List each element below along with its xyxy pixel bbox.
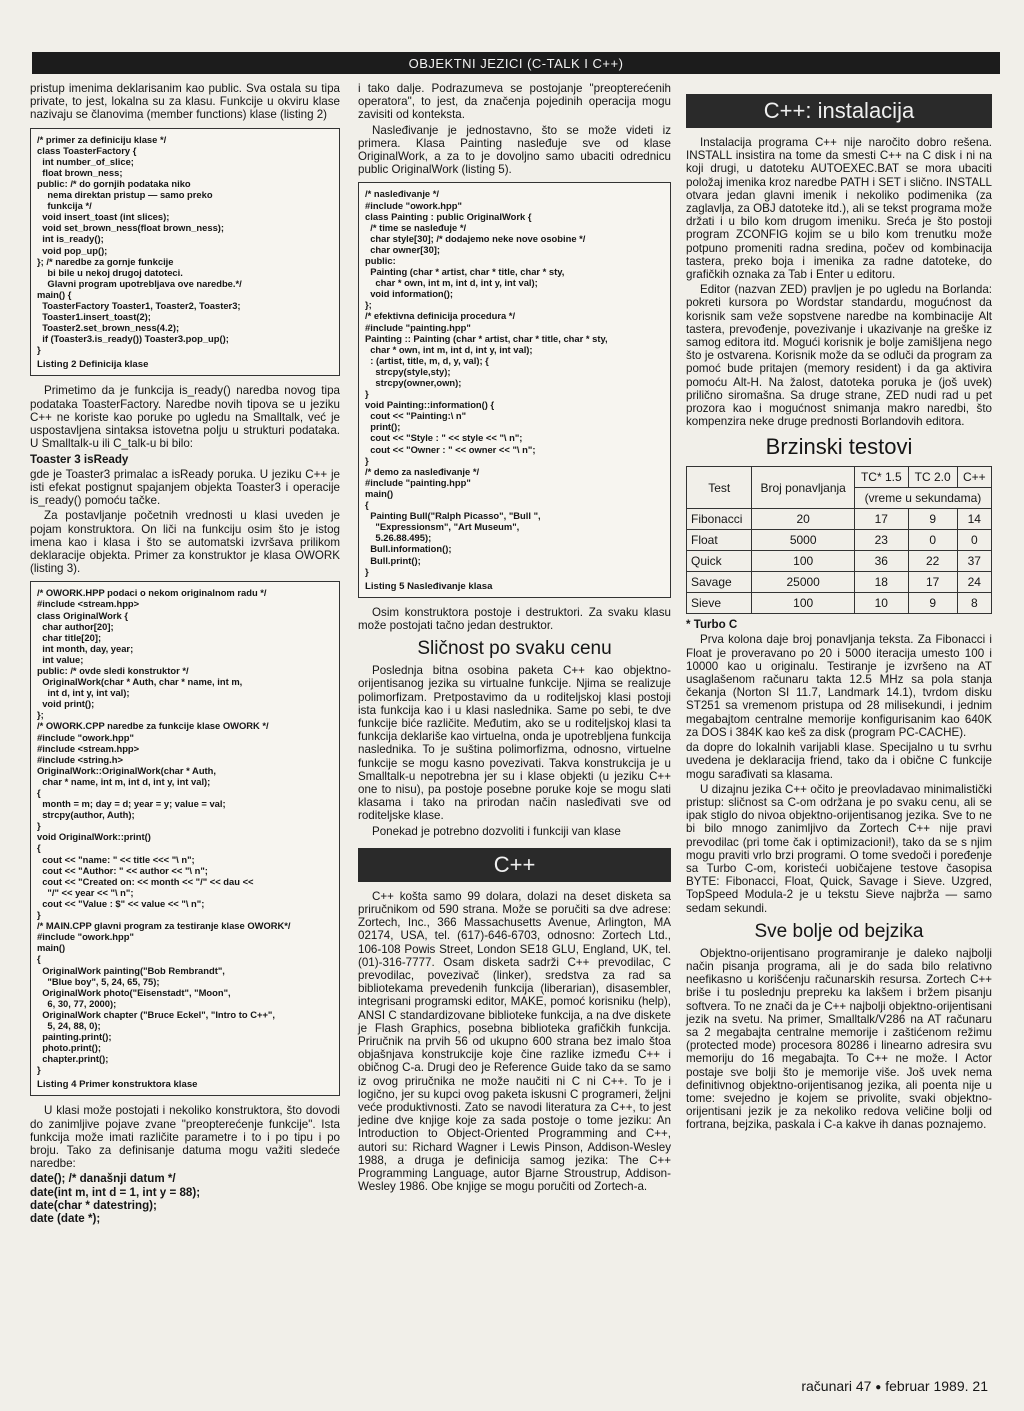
- table-header-row: [687, 467, 992, 488]
- listing-2-code: /* primer za definiciju klase */ class ToasterFactory { int number_of_slice; float brown_ness; public: /* do gornjih podataka niko nema direktan pristup — samo preko funkcija */ void insert_toast (int slices); void set_brown_ness(float brown_ness); int is_ready(); void pop_up(); }; /* naredbe za gornje funkcije bi bile u nekoj drugoj datoteci. Glavni program upotrebljava ove naredbe.*/ main() { ToasterFactory Toaster1, Toaster2, Toaster3; Toaster1.insert_toast(2); Toaster2.set_brown_ness(4.2); if (Toaster3.is_ready()) Toaster3.pop_up(); }: [37, 133, 242, 356]
- c3-paragraph-2: Editor (nazvan ZED) pravljen je po ugledu na Borlanda: pokreti kursora po Wordstar standardu, mogućnost da korisnik sam veže sopstvene naredbe na kombinacije Alt tastera, prevođenje, povezivanje i ukazivanje na greške iz samog editora itd. Mogući korisnik je bolje zamišljena nego što je ostvarena. Korisnik može da se odluči da program za pomoć bude pritajen (memory resident) i da ga aktivira pomoću Alt-H. Na žalost, datoteka poruka je (još uvek) prilično siromašna. Sa druge strane, ZED nudi rad u pet prozora kao i mogućnost snimanja makro naredbi, što kompenzira neke druge prednosti Borlandovih editora.: [686, 283, 992, 429]
- c1-paragraph-3: gde je Toaster3 primalac a isReady poruka. U jeziku C++ je isti efekat postignut spajanjem objekta Toaster3 i operacije is_ready() pomoću tačke.: [30, 467, 340, 508]
- table-footnote: * Turbo C: [686, 618, 738, 632]
- th-broj: Broj ponavljanja: [752, 467, 854, 509]
- cell-b: 22: [908, 551, 957, 572]
- c2-paragraph-4: Poslednja bitna osobina paketa C++ kao objektno-orijentisanog jezika su virtualne funkcije. Njima se realizuje polimorfizam. Pretpostavimo da u roditeljskoj klasi postoji ista funkcija kao i u klasi naslednika. Same po sebi, te dve funkcije biće različite. Međutim, ako se u roditeljskoj klasi ta funkcija deklariše kao virtuelna, onda je upotrebljena funkcija naslednika. To je suština polimorfizma, odnosno, virtuelne funkcije se mogu kasno povezivati. Takva konstrukcija je u Smalltalk-u nepotrebna jer su i klase objekti (u jeziku C++ one to nisu), pa postoje posebne poruke koje se mogu slati klasama i tako na prirodan način nasleđivati sve od roditeljske klase.: [358, 664, 671, 823]
- cell-name: Sieve: [687, 593, 752, 614]
- cell-c: 24: [957, 572, 991, 593]
- listing-4-code: /* OWORK.HPP podaci o nekom originalnom radu */ #include <stream.hpp> class OriginalWork { char author[20]; char title[20]; int month, day, year; int value; public: /* ovde sledi konstruktor */ OriginalWork(char * Auth, char * name, int m, int d, int y, int val); void print(); }; /* OWORK.CPP naredbe za funkcije klase OWORK */ #include "owork.hpp" #include <stream.hpp> #include <string.h> OriginalWork::OriginalWork(char * Auth, char * name, int m, int d, int y, int val); { month = m; day = d; year = y; value = val; strcpy(author, Auth); } void OriginalWork::print() { cout << "name: " << title <<< "\ n"; cout << "Author: " << author << "\ n"; cout << "Created on: << month << "/" << dau << "/" << year << "\ n"; cout << "Value : $" << value << "\ n"; } /* MAIN.CPP glavni program za testiranje klase OWORK*/ #include "owork.hpp" main() { OriginalWork painting("Bob Rembrandt", "Blue boy", 5, 24, 65, 75); OriginalWork photo("Eisenstadt", "Moon", 6, 30, 77, 2000); OriginalWork chapter ("Bruce Eckel", "Intro to C++", 5, 24, 88, 0); painting.print(); photo.print(); chapter.print(); }: [37, 587, 291, 1076]
- column-1: [30, 82, 340, 1225]
- c3-paragraph-1: Instalacija programa C++ nije naročito dobro rešena. INSTALL insistira na tome da smesti C++ na C disk i ni na koji drugi, u datoteku AUTOEXEC.BAT se mora ubaciti položaj imenika kroz naredbe PATH i SET i slično. INSTALL otvara jedan glavni imenik i nekoliko podimenika (za zaglavlja, za OBJ datoteke itd.), ali se tekst programa može držati i u bilo kom drugom imeniku. Sreća je što postoji program ZCONFIG kojim se u bilo kom trenutku može potpuno promeniti radna sredina, počev od kombinacija tastera, preko boja i imenika za radne datoteke, do grafičkih oznaka za Tab i Enter u editoru.: [686, 136, 992, 282]
- c1-paragraph-4: Za postavljanje početnih vrednosti u klasi uveden je pojam konstruktora. On liči na funkciju osim što je istog imena kao i klasa i što se automatski izvršava prilikom deklaracije objekta. Primer za konstruktor je klasa OWORK (listing 3).: [30, 509, 340, 576]
- listing-4: [30, 581, 340, 1096]
- cell-b: 9: [908, 593, 957, 614]
- cell-name: Quick: [687, 551, 752, 572]
- cell-n: 25000: [752, 572, 854, 593]
- column-2: [358, 82, 671, 1195]
- footer-page-number: 21: [972, 1378, 988, 1394]
- c2-section-title: Sličnost po svaku cenu: [417, 638, 612, 660]
- c1-paragraph-1: pristup imenima deklarisanim kao public. Sva ostala su tipa private, to jest, lokalna su za klasu. Funkcije u okviru klase nazivaju se članovima (member functions) klase (listing 2): [30, 82, 340, 122]
- cell-n: 100: [752, 551, 854, 572]
- c3-section-title: Sve bolje od bejzika: [754, 920, 924, 942]
- cell-c: 0: [957, 530, 991, 551]
- cell-a: 10: [854, 593, 908, 614]
- cell-c: 37: [957, 551, 991, 572]
- c2-paragraph-1: i tako dalje. Podrazumeva se postojanje "preopterećenih operatora", to jest, da značenja pojedinih operacija mogu zavisiti od konteksta.: [358, 82, 671, 122]
- cell-name: Float: [687, 530, 752, 551]
- th-test: Test: [687, 467, 752, 509]
- th-tc15: TC* 1.5: [854, 467, 908, 488]
- cell-c: 14: [957, 509, 991, 530]
- table-row: [687, 509, 992, 530]
- cell-n: 20: [752, 509, 854, 530]
- section-header-bar: [32, 52, 1000, 74]
- c1-date-code: date(); /* današnji datum */ date(int m, int d = 1, int y = 88); date(char * datestring); date (date *);: [30, 1172, 201, 1226]
- column-3: [686, 82, 992, 1134]
- cell-c: 8: [957, 593, 991, 614]
- c2-paragraph-2: Nasleđivanje je jednostavno, što se može videti iz primera. Klasa Painting nasleđuje sve od klase OriginalWork, a za to je dovoljno samo ubaciti odrednicu public OriginalWork (listing 5).: [358, 123, 671, 177]
- cell-a: 18: [854, 572, 908, 593]
- bullet-icon: ●: [875, 1381, 882, 1393]
- cell-name: Fibonacci: [687, 509, 752, 530]
- cell-name: Savage: [687, 572, 752, 593]
- c3-paragraph-4: da dopre do lokalnih varijabli klase. Specijalno u tu svrhu uvedena je deklaracija friend, tako da i obične C funkcije mogu sarađivati sa klasama.: [686, 741, 992, 781]
- table-row: [687, 572, 992, 593]
- c2-box-title: C++: [358, 848, 671, 882]
- page-footer: [801, 1378, 988, 1394]
- listing-2: [30, 128, 340, 377]
- listing-5-code: /* nasleđivanje */ #include "owork.hpp" class Painting : public OriginalWork { /* time se nasleđuje */ char style[30]; /* dodajemo neke nove osobine */ char owner[30]; public: Painting (char * artist, char * title, char * sty, char * own, int m, int d, int y, int val); void information(); }; /* efektivna definicija procedura */ #include "painting.hpp" Painting :: Painting (char * artist, char * title, char * sty, char * own, int m, int d, int y, int val); : (artist, title, m, d, y, val); { strcpy(style,sty); strcpy(owner,own); } void Painting::information() { cout << "Painting:\ n" print(); cout << "Style : " << style << "\ n"; cout << "Owner : " << owner << "\ n"; } /* demo za nasleđivanje */ #include "painting.hpp" main() { Painting Bull("Ralph Picasso", "Bull ", "Expressionsm", "Art Museum", 5.26.88.495); Bull.information(); Bull.print(); }: [365, 188, 608, 577]
- listing-2-caption: Listing 2 Definicija klase: [37, 359, 149, 371]
- cell-n: 5000: [752, 530, 854, 551]
- th-unit: (vreme u sekundama): [854, 488, 991, 509]
- cell-a: 17: [854, 509, 908, 530]
- c1-paragraph-5: U klasi može postojati i nekoliko konstruktora, što dovodi do zanimljive pojave zvane "preopterećenje funkcije". Ista funkcija može imati različite parametre i to i po tipu i po broju. Tako za definisanje datuma mogu važiti sledeće naredbe:: [30, 1104, 340, 1171]
- cell-b: 9: [908, 509, 957, 530]
- cell-n: 100: [752, 593, 854, 614]
- c3-box-title: C++: instalacija: [686, 94, 992, 128]
- listing-5: [358, 182, 671, 597]
- c2-paragraph-5: Ponekad je potrebno dozvoliti i funkciji van klase: [372, 824, 621, 838]
- footer-magazine: računari 47: [801, 1378, 872, 1394]
- c3-paragraph-5: U dizajnu jezika C++ očito je preovladavao minimalistički pristup: sličnost sa C-om održana je po svaku cenu, ali se ipak stiglo do nivoa objektno-orijentisanog jezika. Sve to ne bi bilo mnogo zanimljivo da Zortech C++ nije pravi prevodilac (pri tome čak i optimizacioni!), tako da se s njim mogu praviti vrlo brzi programi. O tome svedoči i poređenje sa Turbo C-om, koristeći uobičajene testove časopisa BYTE: Fibonacci, Float, Quick, Savage i Sieve. Uzgred, TopSpeed Modula-2 je u tekstu Sieve najbrža — samo sedam sekundi.: [686, 782, 992, 915]
- th-tc20: TC 2.0: [908, 467, 957, 488]
- cell-b: 17: [908, 572, 957, 593]
- c3-paragraph-3: Prva kolona daje broj ponavljanja teksta. Za Fibonacci i Float je proveravano po 20 i 5000 iteracija umesto 100 i 10000 kao u originalu. Testiranje je izvršeno na AT usaglašenom računaru takta 12.5 MHz sa pola stanja čekanja (Norton SI 11.7, Landmark 14.1), tvrdom disku ST251 sa vremenom pristupa od 28 milisekundi, i jednim megabajtom centralne memorije konfigurisanim kao 640K za DOS i 384K kao keš za disk (program PC-CACHE).: [686, 633, 992, 739]
- c3-bench-title: Brzinski testovi: [765, 434, 913, 460]
- footer-date: februar 1989.: [885, 1378, 969, 1394]
- c2-paragraph-6: C++ košta samo 99 dolara, dolazi na deset disketa sa priručnikom od 590 strana. Može se poručiti sa dve adrese: Zortech, Inc., 366 Massachusetts Avenue, Arlington, MA 02174, USA, tel. (617)-646-6703, odnosno: Zortech Ltd., 106-108 Powis Street, London SE18 GLU, England, UK, tel. (01)-316-7777. Osam disketa sadrži C++ prevodilac, C prevodilac, povezivač (linker), sredstva za rad sa bibliotekama prevedenih funkcija (liberarian), disasembler, integrisani programski editor, MAKE, pomoć korisniku (help), ANSI C standardizovane biblioteke funkcija, a na dve diskete je Flash Graphics, posebna biblioteka grafičkih funkcija. Priručnik na prvih 56 od ukupno 600 strana bez imalo štoa objašnjava konstrukcije koje čine razlike između C++ i običnog C-a. Drugi deo je Reference Guide tako da se samo iz ovog priručnika ne može naučiti ni C ni C++. To je i logično, jer su kupci ovog paketa iskusni C programeri, željni veće produktivnosti. Zato se navodi literatura za C++, to jest jedine dve knjige koje za sada postoje o tome jeziku: An Introduction to Object-Oriented Programming and C++, autori su: Richard Wagner i Lewis Pinson, Addison-Wesley 1988, a druga je definicija samog jezika: The C++ Programming Language, autor Bjarne Stroustrup, Addison-Wesley 1986. Obe knjige se mogu poručiti od Zortech-a.: [358, 889, 671, 1194]
- cell-a: 36: [854, 551, 908, 572]
- benchmark-table: [686, 466, 992, 614]
- listing-5-caption: Listing 5 Nasleđivanje klasa: [365, 580, 493, 592]
- th-cpp: C++: [957, 467, 991, 488]
- c1-paragraph-2: Primetimo da je funkcija is_ready() naredba novog tipa podataka ToasterFactory. Naredbe novih tipova se u jeziku C++ ne koriste kao poruke po ugledu na Smalltalk, već je uspostavljena sintaksa istovetna polju u strukturi podataka. U Smalltalk-u ili C_talk-u bi bilo:: [30, 384, 340, 451]
- c1-code-line: Toaster 3 isReady: [30, 452, 129, 466]
- cell-a: 23: [854, 530, 908, 551]
- table-row: [687, 530, 992, 551]
- listing-4-caption: Listing 4 Primer konstruktora klase: [37, 1079, 198, 1091]
- c3-paragraph-6: Objektno-orijentisano programiranje je daleko najbolji način pisanja programa, ali je do sada bilo relativno neefikasno u korišćenju računarskih resursa. Zortech C++ briše i tu poslednju prepreku ka lakšem i bržem pisanju softvera. To ne znači da je C++ najbolji objektno-orijentisani jezik na svetu. Na primer, Smalltalk/V286 na AT računaru sa 2 megabajta centralne memorije i zaštićenom režimu (protected mode) procesora 80286 i linearno adresira svu memoriju do 16 megabajta. To C++ ne može. I Actor postaje sve bolji što je memorije više. Još uvek nema definitivnog objektno-orijentisanog jezika, ali poenta nije u tome: svejedno je kojem se privolite, svaki objektno-orijentisani jezik je za nekoliko redova veličine bolji od fortrana, bejzika, paskala i C-a kakve ih danas poznajemo.: [686, 946, 992, 1132]
- cell-b: 0: [908, 530, 957, 551]
- c2-paragraph-3: Osim konstruktora postoje i destruktori. Za svaku klasu može postojati tačno jedan destruktor.: [358, 605, 671, 632]
- section-header-title: OBJEKTNI JEZICI (C-TALK I C++): [408, 55, 624, 71]
- table-row: [687, 593, 992, 614]
- table-row: [687, 551, 992, 572]
